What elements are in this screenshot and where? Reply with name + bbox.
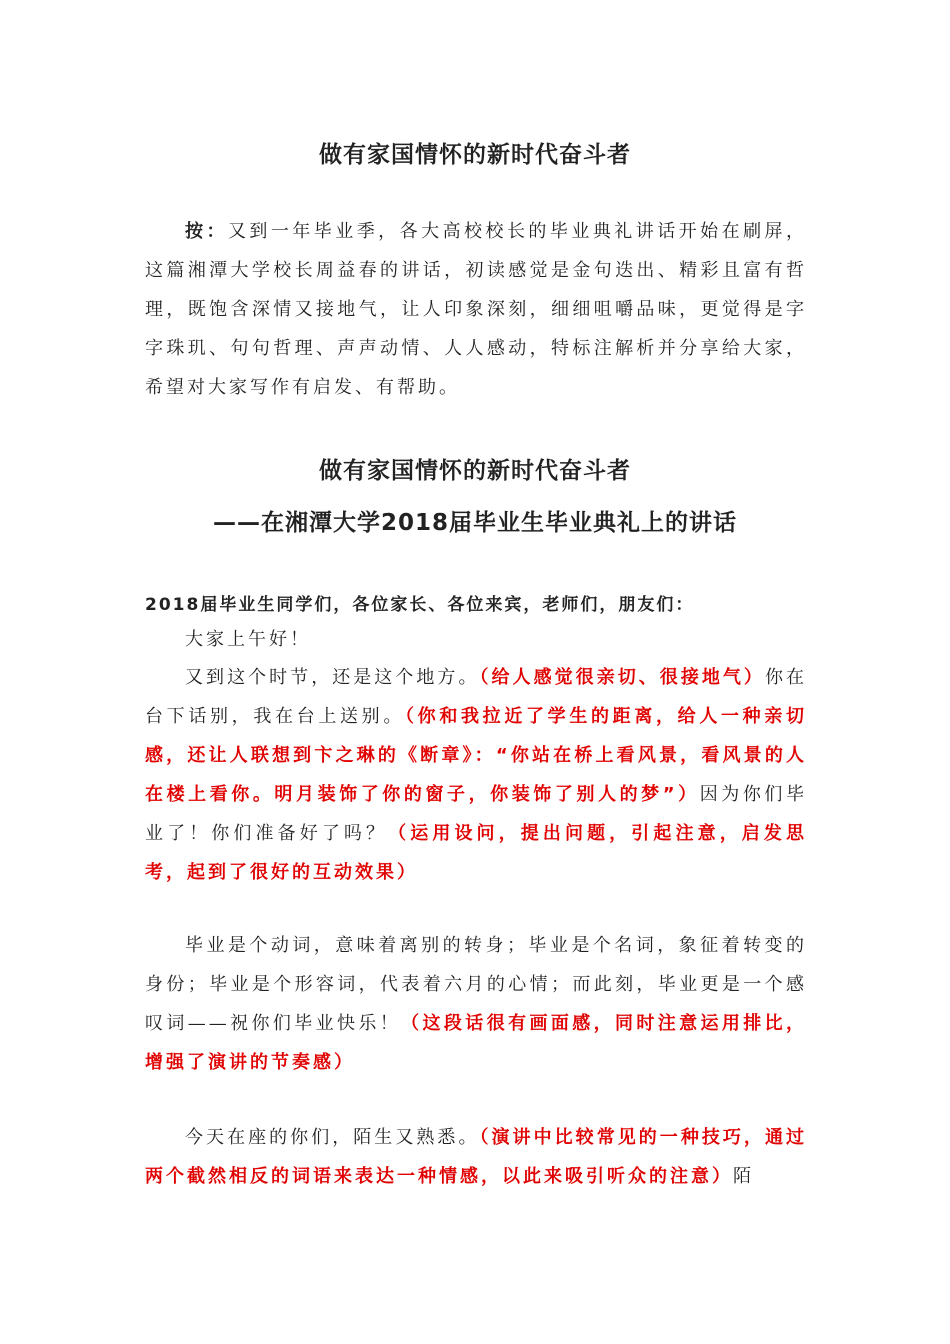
p1-text-1: 又到这个时节，还是这个地方。 [185, 667, 480, 688]
preface-paragraph [145, 212, 807, 407]
p3-text-2: 陌 [733, 1166, 754, 1187]
p1-annotation-3: （运用设问，提出问题，引起注意，启发思考，起到了很好的互动效果） [145, 823, 808, 883]
preface-label: 按： [185, 221, 228, 242]
greeting: 大家上午好！ [185, 629, 311, 650]
paragraph-2 [145, 926, 807, 1082]
speech-title: 做有家国情怀的新时代奋斗者 [319, 458, 631, 484]
paragraph-3 [145, 1118, 807, 1196]
preface-text: 又到一年毕业季，各大高校校长的毕业典礼讲话开始在刷屏，这篇湘潭大学校长周益春的讲话，初读感觉是金句迭出、精彩且富有哲理，既饱含深情又接地气，让人印象深刻，细细咀嚼品味，更觉得是字字珠玑、句句哲理、声声动情、人人感动，特标注解析并分享给大家，希望对大家写作有启发、有帮助。 [145, 221, 808, 398]
p1-text-2: 你在台下话别，我在台上送别。 [145, 667, 808, 727]
p2-text-1: 毕业是个动词，意味着离别的转身；毕业是个名词，象征着转变的身份；毕业是个形容词，代表着六月的心情；而此刻，毕业更是一个感叹词——祝你们毕业快乐！ [145, 935, 807, 1034]
p1-annotation-1: （给人感觉很亲切、很接地气） [479, 667, 765, 688]
paragraph-1 [145, 658, 807, 892]
p3-annotation-1: （演讲中比较常见的一种技巧，通过两个截然相反的词语来表达一种情感，以此来吸引听众的注意） [145, 1127, 808, 1187]
speech-subtitle: ——在湘潭大学2018届毕业生毕业典礼上的讲话 [212, 510, 737, 536]
p2-annotation-1: （这段话很有画面感，同时注意运用排比，增强了演讲的节奏感） [145, 1013, 807, 1073]
salutation: 2018届毕业生同学们，各位家长、各位来宾，老师们，朋友们： [145, 595, 695, 615]
p3-text-1: 今天在座的你们，陌生又熟悉。 [185, 1127, 480, 1148]
p1-text-3: 因为你们毕业了！你们准备好了吗？ [145, 784, 808, 844]
document-title: 做有家国情怀的新时代奋斗者 [319, 142, 631, 168]
p1-annotation-2: （你和我拉近了学生的距离，给人一种亲切感，还让人联想到卞之琳的《断章》：“你站在桥上看风景，看风景的人在楼上看你。明月装饰了你的窗子，你装饰了别人的梦”） [145, 706, 807, 805]
